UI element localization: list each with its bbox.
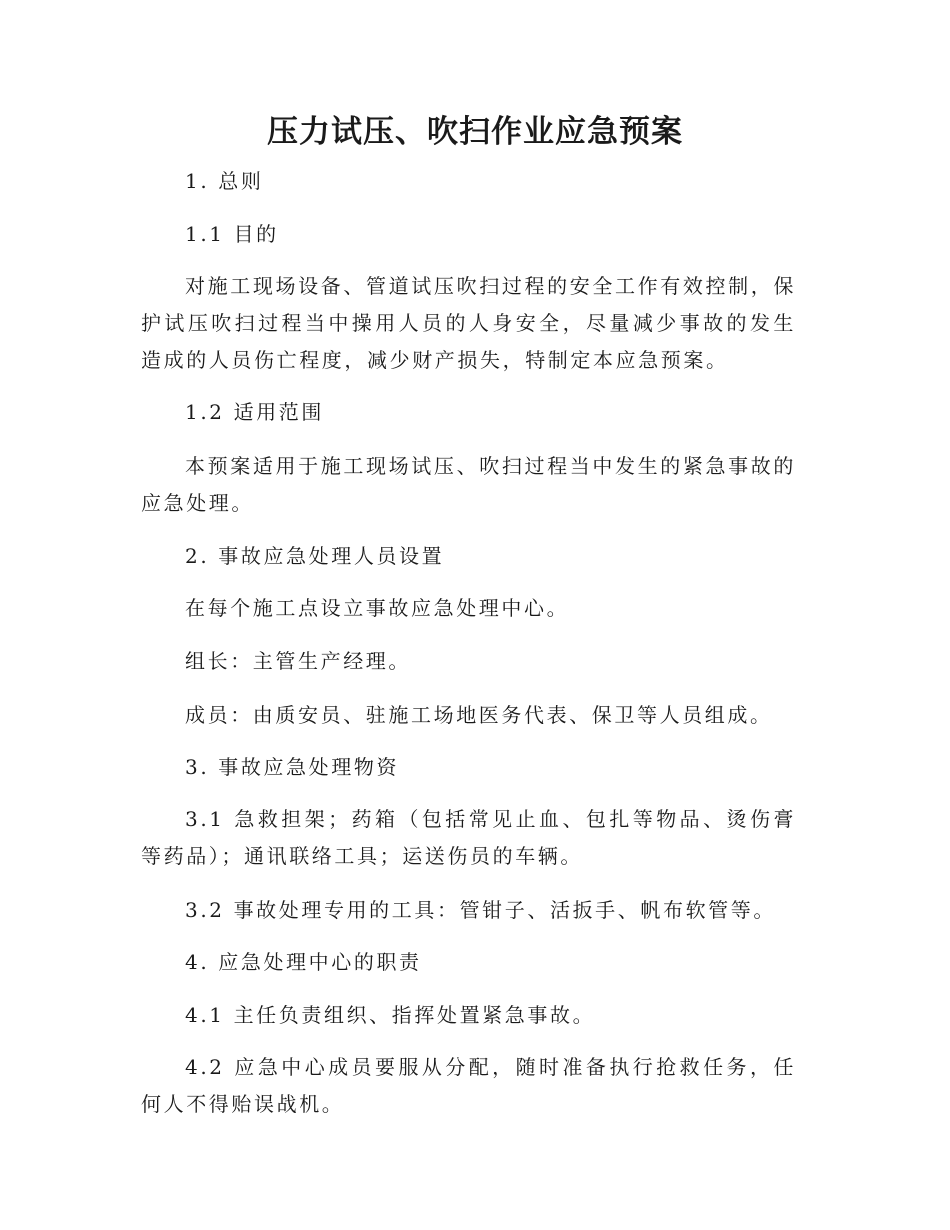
section-heading-general: 1. 总则	[185, 169, 264, 193]
paragraph-duty-members: 4.2 应急中心成员要服从分配，随时准备执行抢救任务，任何人不得贻误战机。	[141, 1055, 796, 1116]
paragraph-members: 成员：由质安员、驻施工场地医务代表、保卫等人员组成。	[185, 703, 773, 727]
paragraph-center: 在每个施工点设立事故应急处理中心。	[185, 596, 570, 620]
section-heading-duties: 4. 应急处理中心的职责	[185, 950, 422, 974]
paragraph-duty-director: 4.1 主任负责组织、指挥处置紧急事故。	[185, 1003, 596, 1027]
document-title: 压力试压、吹扫作业应急预案	[267, 114, 683, 150]
section-heading-personnel: 2. 事故应急处理人员设置	[185, 544, 445, 568]
subsection-heading-purpose: 1.1 目的	[185, 222, 279, 246]
paragraph-leader: 组长：主管生产经理。	[185, 649, 411, 673]
paragraph-scope: 本预案适用于施工现场试压、吹扫过程当中发生的紧急事故的应急处理。	[141, 454, 796, 515]
paragraph-purpose: 对施工现场设备、管道试压吹扫过程的安全工作有效控制，保护试压吹扫过程当中操用人员的人身安全，尽量减少事故的发生造成的人员伤亡程度，减少财产损失，特制定本应急预案。	[141, 274, 796, 372]
paragraph-supplies-tools: 3.2 事故处理专用的工具：管钳子、活扳手、帆布软管等。	[185, 898, 776, 922]
section-heading-supplies: 3. 事故应急处理物资	[185, 755, 400, 779]
paragraph-supplies-first-aid: 3.1 急救担架；药箱（包括常见止血、包扎等物品、烫伤膏等药品）；通讯联络工具；运送伤员的车辆。	[141, 807, 796, 868]
subsection-heading-scope: 1.2 适用范围	[185, 400, 324, 424]
